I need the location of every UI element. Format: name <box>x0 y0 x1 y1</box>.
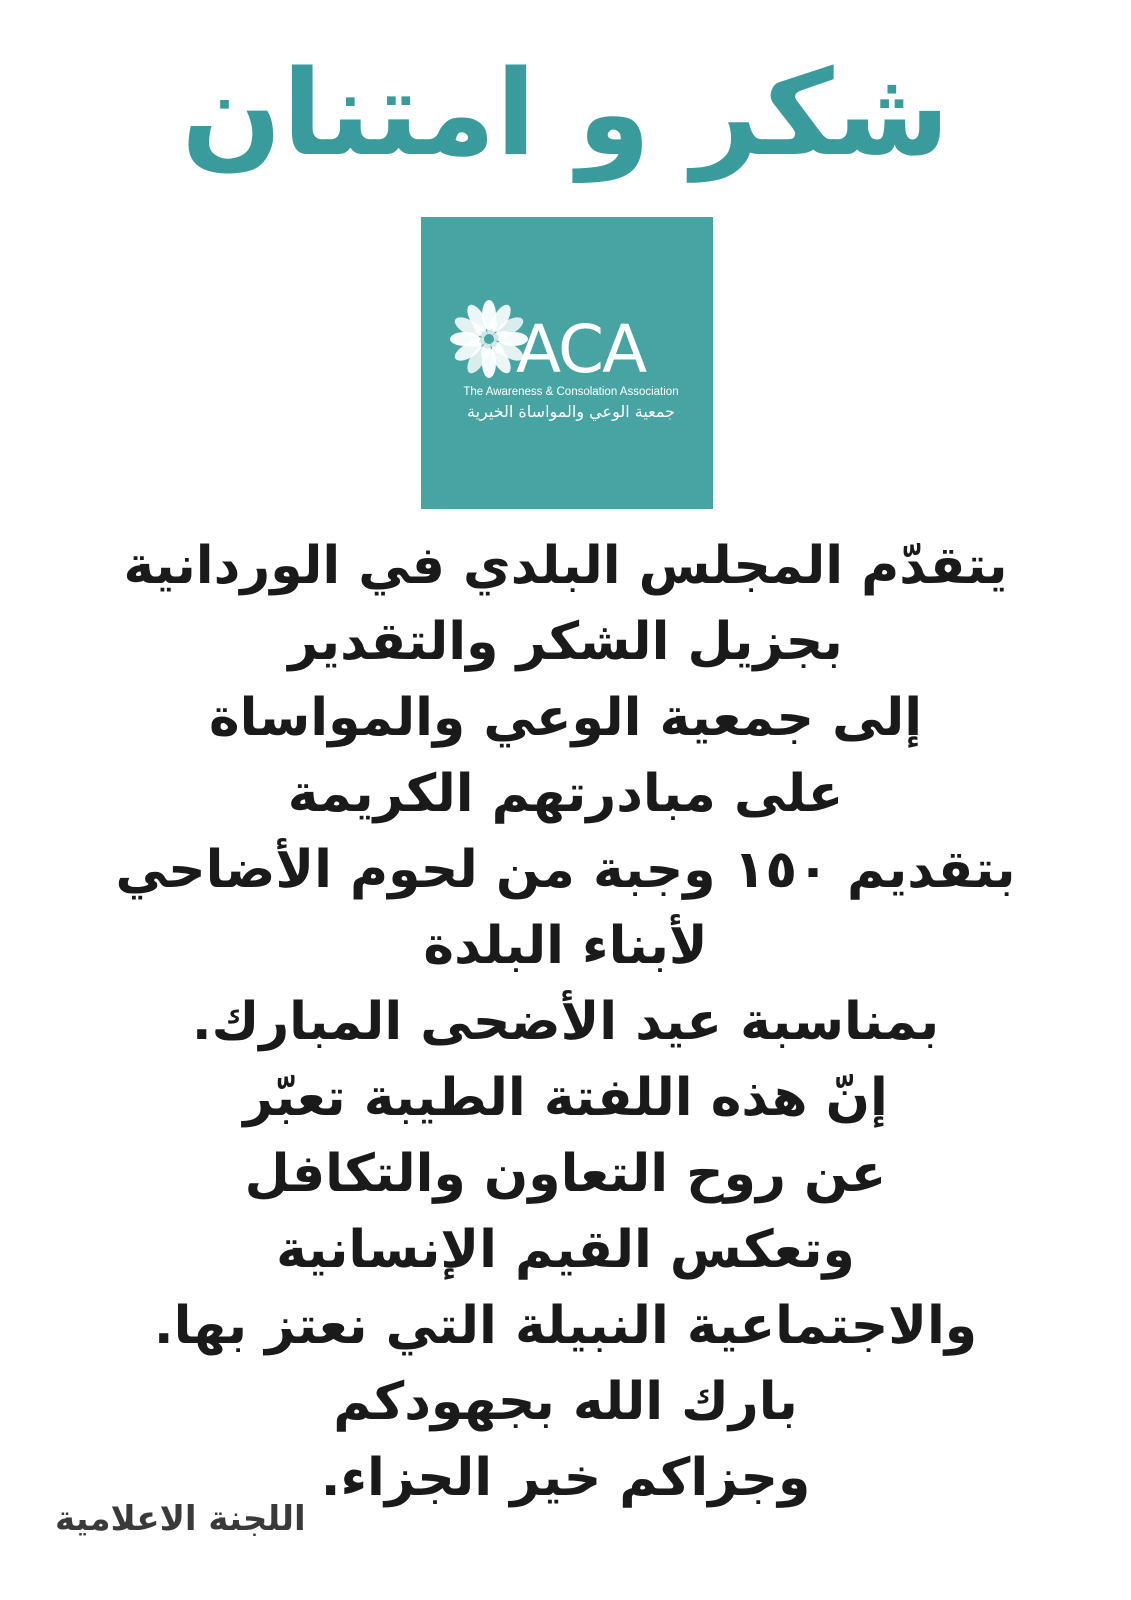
logo-acronym: ACA <box>516 311 646 388</box>
logo-arabic-name: جمعية الوعي والمواساة الخيرية <box>467 402 675 421</box>
message-line: بجزيل الشكر والتقدير <box>288 612 843 672</box>
message-line: وجزاكم خير الجزاء. <box>320 1448 811 1508</box>
message-line: على مبادرتهم الكريمة <box>287 764 844 824</box>
message-line: إنّ هذه اللفتة الطيبة تعبّر <box>243 1068 888 1128</box>
message-line: بمناسبة عيد الأضحى المبارك. <box>191 992 940 1052</box>
message-line: يتقدّم المجلس البلدي في الوردانية <box>123 536 1008 596</box>
association-logo <box>421 217 713 509</box>
logo-english-name: The Awareness & Consolation Association <box>463 386 679 398</box>
message-line: وتعكس القيم الإنسانية <box>276 1220 855 1280</box>
page-title: شكر و امتنان <box>181 44 950 182</box>
message-line: عن روح التعاون والتكافل <box>244 1144 887 1204</box>
thank-you-message <box>60 528 1071 1516</box>
message-line: إلى جمعية الوعي والمواساة <box>208 688 923 748</box>
message-line: لأبناء البلدة <box>423 916 708 976</box>
message-line: بتقديم ١٥٠ وجبة من لحوم الأضاحي <box>115 840 1016 900</box>
signature: اللجنة الاعلامية <box>55 1499 306 1539</box>
message-line: بارك الله بجهودكم <box>333 1372 798 1432</box>
message-line: والاجتماعية النبيلة التي نعتز بها. <box>153 1296 978 1356</box>
